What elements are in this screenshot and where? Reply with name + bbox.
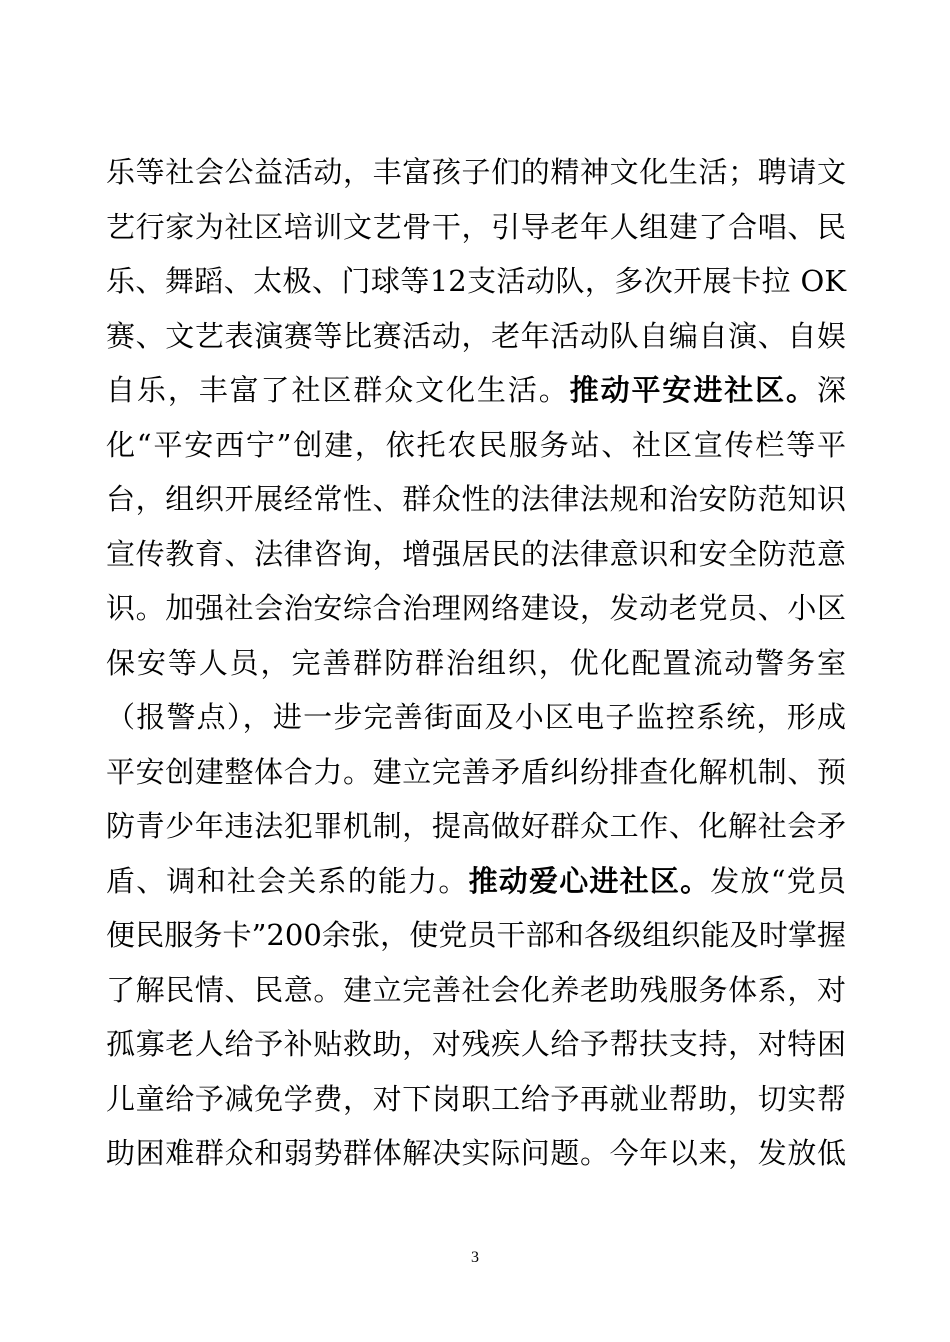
text-segment: 自乐，丰富了社区群众文化生活。: [106, 373, 570, 407]
text-segment: 发放“党员: [710, 863, 846, 898]
text-line: 乐、舞蹈、太极、门球等12支活动队，多次开展卡拉 OK: [106, 264, 846, 298]
text-line: （报警点），进一步完善街面及小区电子监控系统，形成: [106, 700, 846, 734]
text-line: 乐等社会公益活动，丰富孩子们的精神文化生活；聘请文: [106, 155, 846, 189]
body-text: [106, 145, 846, 1181]
text-line: 识。加强社会治安综合治理网络建设，发动老党员、小区: [106, 591, 846, 625]
text-line: 台，组织开展经常性、群众性的法律法规和治安防范知识: [106, 482, 846, 516]
text-line: 孤寡老人给予补贴救助，对残疾人给予帮扶支持，对特困: [106, 1027, 846, 1061]
text-line: 宣传教育、法律咨询，增强居民的法律意识和安全防范意: [106, 536, 846, 571]
text-line: 赛、文艺表演赛等比赛活动，老年活动队自编自演、自娱: [106, 318, 846, 353]
page-number: 3: [471, 1249, 479, 1266]
text-line: 便民服务卡”200余张，使党员干部和各级组织能及时掌握: [106, 918, 846, 952]
text-line: 保安等人员，完善群防群治组织，优化配置流动警务室: [106, 645, 846, 680]
text-line: 防青少年违法犯罪机制，提高做好群众工作、化解社会矛: [106, 809, 846, 843]
text-line: 了解民情、民意。建立完善社会化养老助残服务体系，对: [106, 972, 846, 1007]
text-segment: 盾、调和社会关系的能力。: [106, 863, 469, 898]
section-heading-love: 推动爱心进社区。: [468, 863, 711, 898]
text-line: 艺行家为社区培训文艺骨干，引导老年人组建了合唱、民: [106, 209, 846, 244]
section-heading-safety: 推动平安进社区。: [569, 373, 817, 407]
text-line: 平安创建整体合力。建立完善矛盾纠纷排查化解机制、预: [106, 754, 846, 789]
text-line: [106, 854, 846, 909]
text-segment: 深: [816, 373, 846, 407]
text-line: 儿童给予减免学费，对下岗职工给予再就业帮助，切实帮: [106, 1081, 846, 1116]
text-line: 化“平安西宁”创建，依托农民服务站、社区宣传栏等平: [106, 427, 846, 462]
text-line: 助困难群众和弱势群体解决实际问题。今年以来，发放低: [106, 1136, 846, 1170]
text-line: [106, 363, 846, 418]
